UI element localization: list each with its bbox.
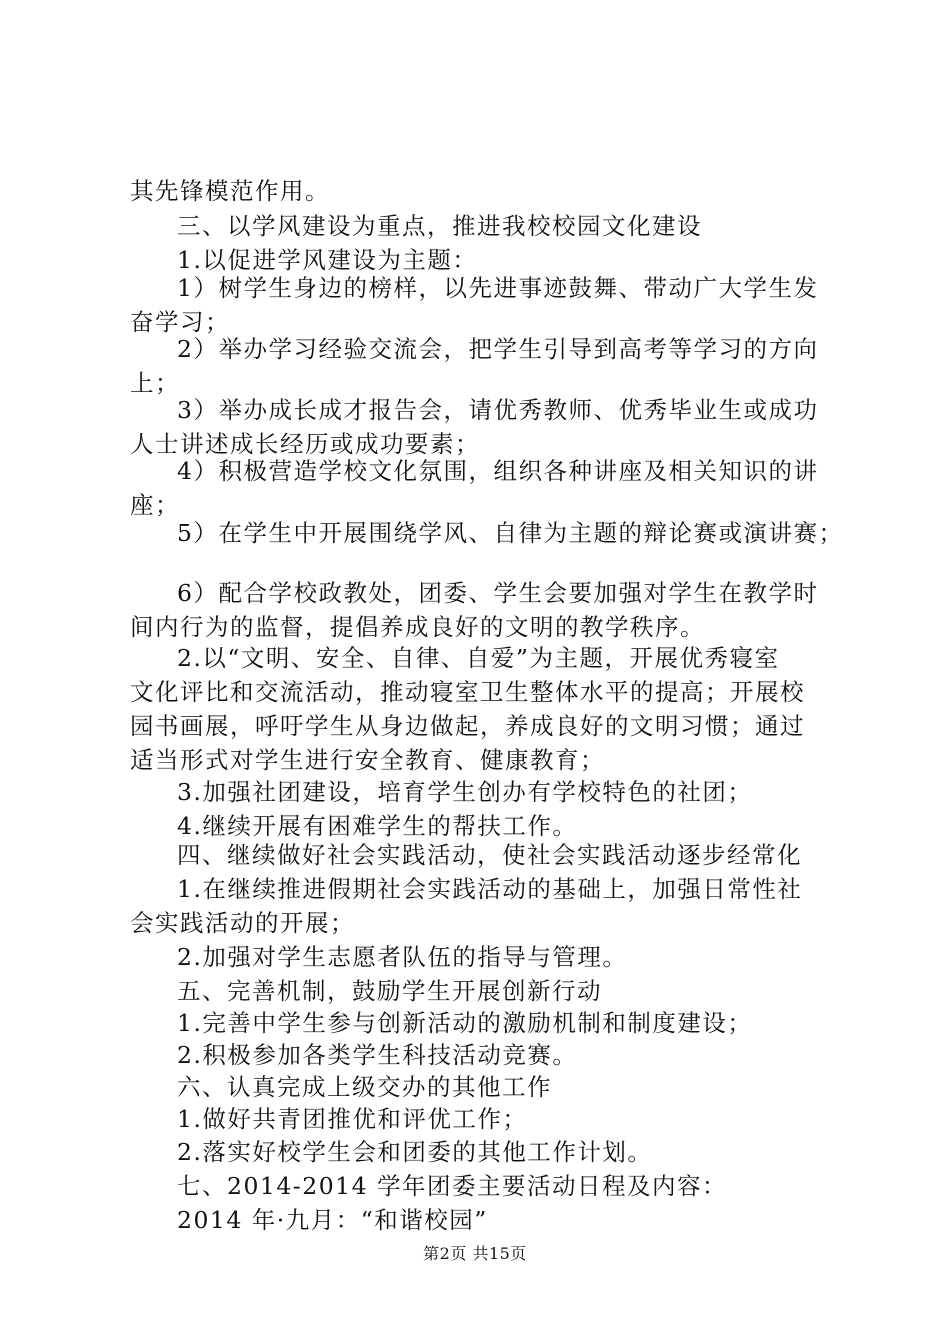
text-line: 4）积极营造学校文化氛围，组织各种讲座及相关知识的讲 xyxy=(177,457,819,485)
page-number-footer: 第2页 共15页 xyxy=(423,1244,527,1263)
text-line: 1）树学生身边的榜样，以先进事迹鼓舞、带动广大学生发 xyxy=(177,274,819,302)
text-line: 3）举办成长成才报告会，请优秀教师、优秀毕业生或成功 xyxy=(177,396,819,424)
text-line: 2.以“文明、安全、自律、自爱”为主题，开展优秀寝室 xyxy=(177,644,780,672)
section-heading: 三、以学风建设为重点，推进我校校园文化建设 xyxy=(177,212,702,240)
section-heading: 六、认真完成上级交办的其他工作 xyxy=(177,1073,552,1101)
section-heading: 四、继续做好社会实践活动，使社会实践活动逐步经常化 xyxy=(177,841,802,869)
text-line: 会实践活动的开展； xyxy=(130,909,355,937)
text-line: 3.加强社团建设，培育学生创办有学校特色的社团； xyxy=(177,778,753,806)
text-line: 5）在学生中开展围绕学风、自律为主题的辩论赛或演讲赛； xyxy=(177,519,844,547)
text-line: 1.在继续推进假期社会实践活动的基础上，加强日常性社 xyxy=(177,875,803,903)
text-line: 2.积极参加各类学生科技活动竞赛。 xyxy=(177,1041,578,1069)
text-line: 园书画展，呼吁学生从身边做起，养成良好的文明习惯；通过 xyxy=(130,712,805,740)
section-heading: 五、完善机制，鼓励学生开展创新行动 xyxy=(177,977,602,1005)
text-line: 1.完善中学生参与创新活动的激励机制和制度建设； xyxy=(177,1009,753,1037)
text-line: 其先锋模范作用。 xyxy=(130,177,330,205)
text-line: 2.加强对学生志愿者队伍的指导与管理。 xyxy=(177,943,628,971)
text-line: 2）举办学习经验交流会，把学生引导到高考等学习的方向 xyxy=(177,335,819,363)
text-line: 文化评比和交流活动，推动寝室卫生整体水平的提高；开展校 xyxy=(130,678,805,706)
text-line: 人士讲述成长经历或成功要素； xyxy=(130,430,480,458)
text-line: 座； xyxy=(130,491,180,519)
text-line: 奋学习； xyxy=(130,308,230,336)
text-line: 适当形式对学生进行安全教育、健康教育； xyxy=(130,746,605,774)
text-line: 4.继续开展有困难学生的帮扶工作。 xyxy=(177,812,578,840)
text-line: 1.以促进学风建设为主题： xyxy=(177,246,478,274)
text-line: 间内行为的监督，提倡养成良好的文明的教学秩序。 xyxy=(130,613,705,641)
text-line: 2.落实好校学生会和团委的其他工作计划。 xyxy=(177,1138,653,1166)
text-line: 2014 年·九月：“和谐校园” xyxy=(177,1206,488,1234)
text-line: 1.做好共青团推优和评优工作； xyxy=(177,1105,528,1133)
section-heading: 七、2014-2014 学年团委主要活动日程及内容： xyxy=(177,1172,728,1200)
text-line: 上； xyxy=(130,369,180,397)
text-line: 6）配合学校政教处，团委、学生会要加强对学生在教学时 xyxy=(177,579,819,607)
